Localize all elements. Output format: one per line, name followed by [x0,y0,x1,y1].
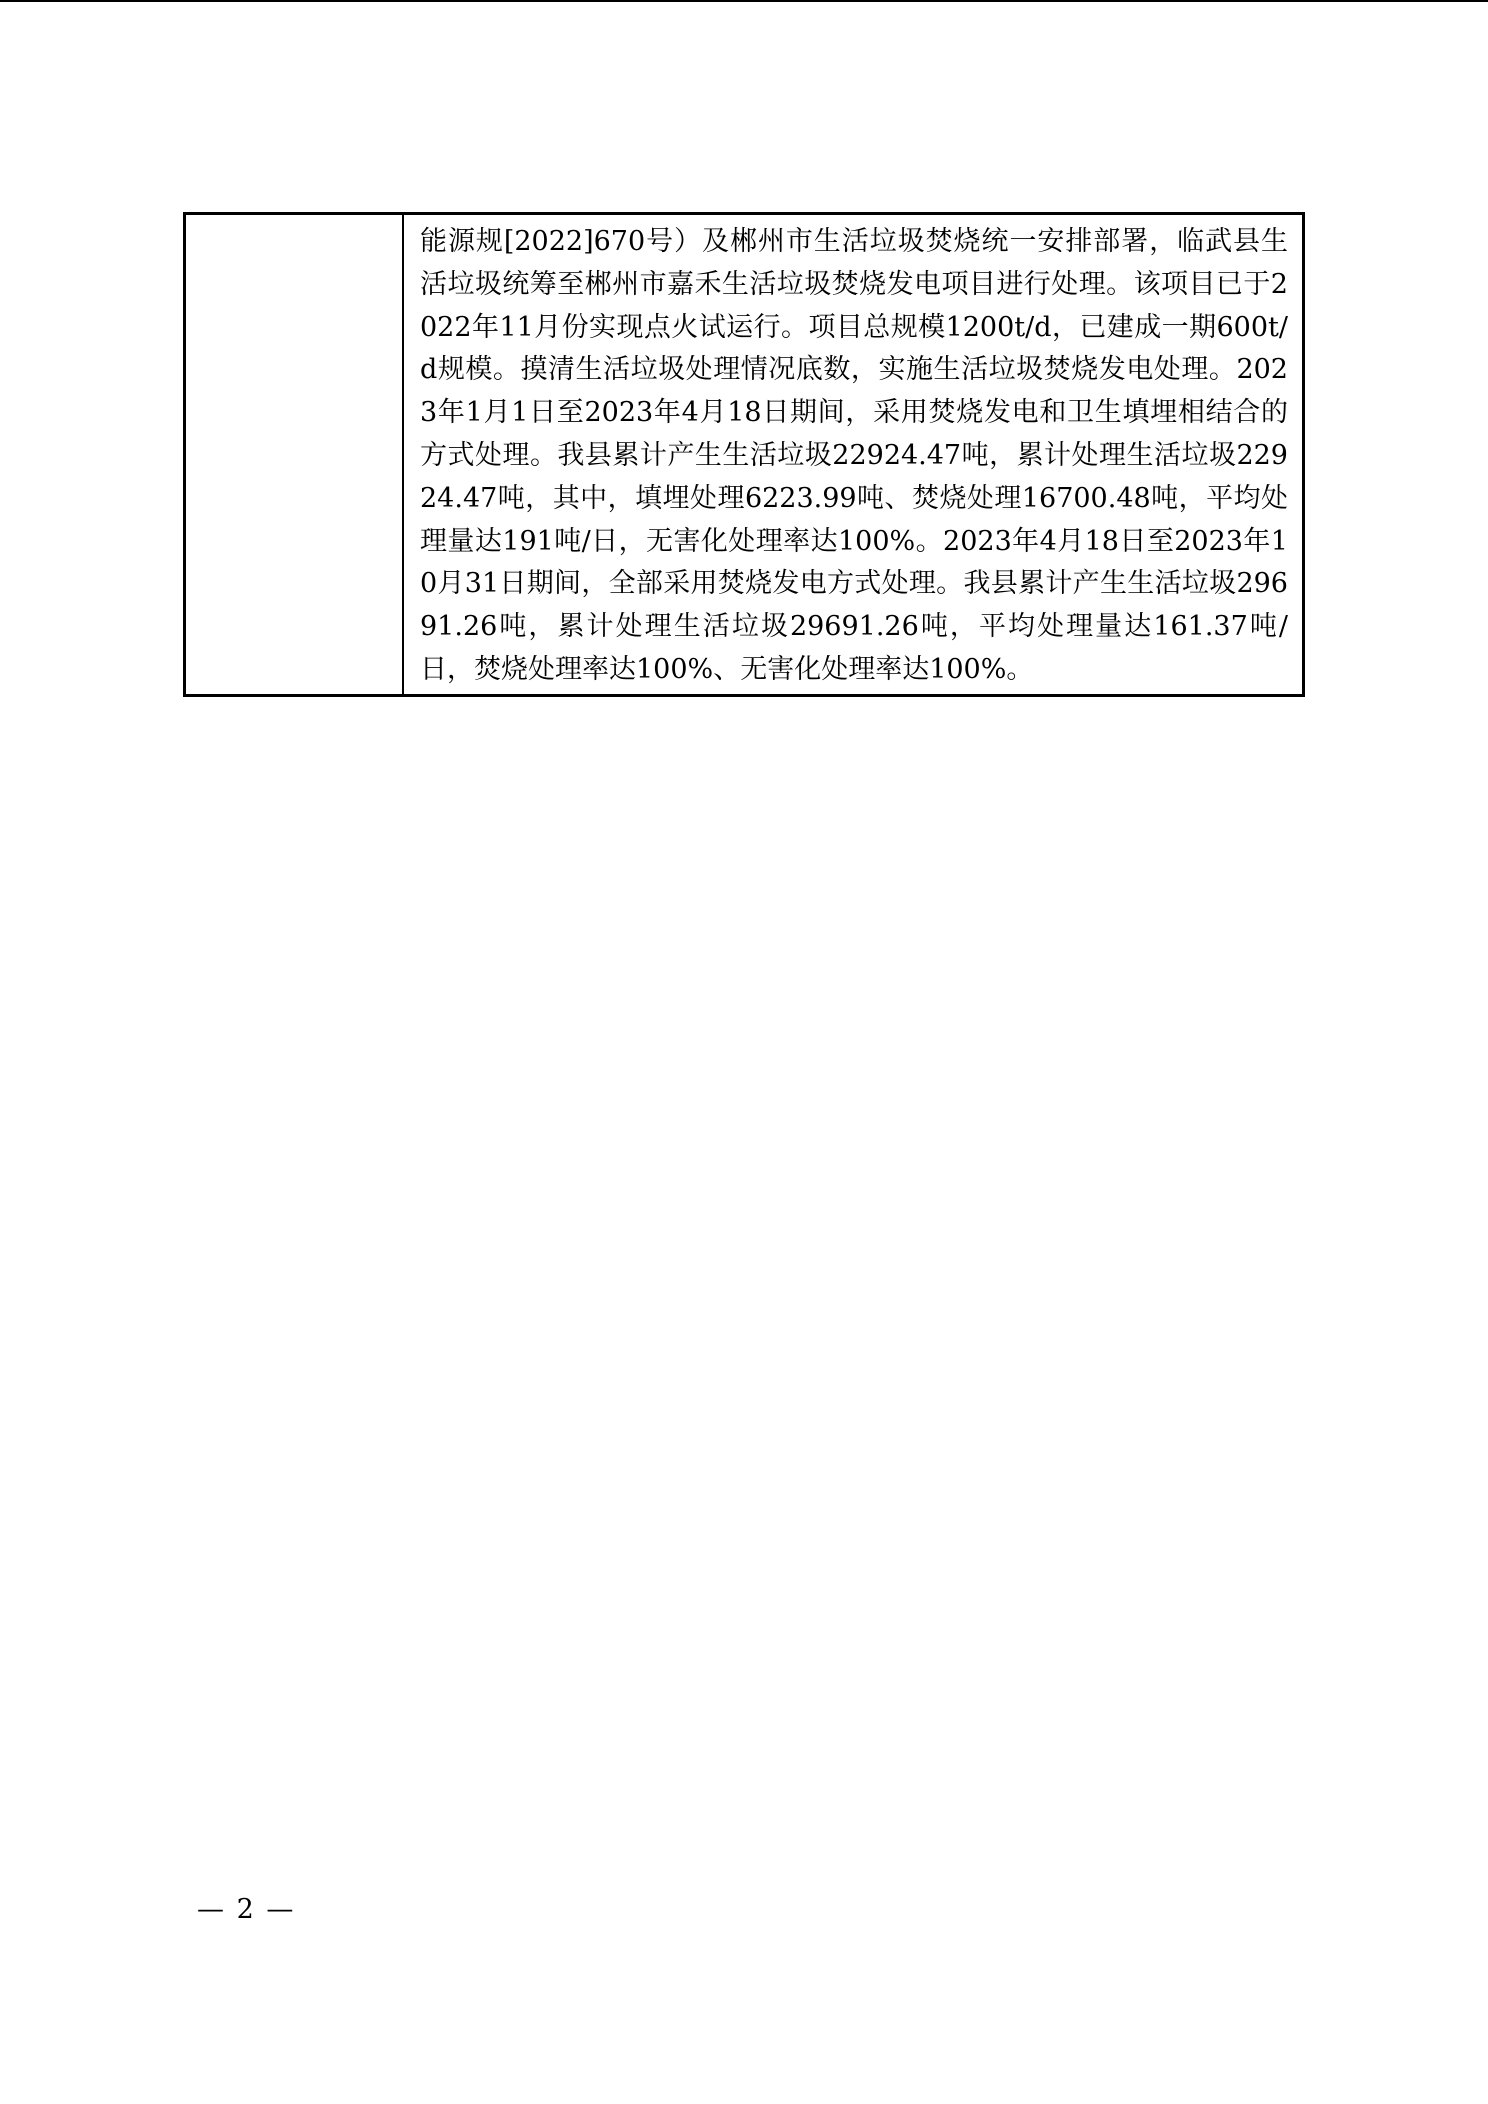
table-cell-left [185,214,404,696]
content-table [183,212,1305,697]
table-cell-right [403,214,1304,696]
page-top-border [0,0,1488,2]
table-row [185,214,1304,696]
page-number: — 2 — [197,1894,296,1925]
cell-paragraph: 能源规[2022]670号）及郴州市生活垃圾焚烧统一安排部署，临武县生活垃圾统筹至郴州市嘉禾生活垃圾焚烧发电项目进行处理。该项目已于2022年11月份实现点火试运行。项目总规模1200t/d，已建成一期600t/d规模。摸清生活垃圾处理情况底数，实施生活垃圾焚烧发电处理。2023年1月1日至2023年4月18日期间，采用焚烧发电和卫生填埋相结合的方式处理。我县累计产生生活垃圾22924.47吨，累计处理生活垃圾22924.47吨，其中，填埋处理6223.99吨、焚烧处理16700.48吨，平均处理量达191吨/日，无害化处理率达100%。2023年4月18日至2023年10月31日期间，全部采用焚烧发电方式处理。我县累计产生生活垃圾29691.26吨，累计处理生活垃圾29691.26吨，平均处理量达161.37吨/日，焚烧处理率达100%、无害化处理率达100%。 [420,226,1288,685]
